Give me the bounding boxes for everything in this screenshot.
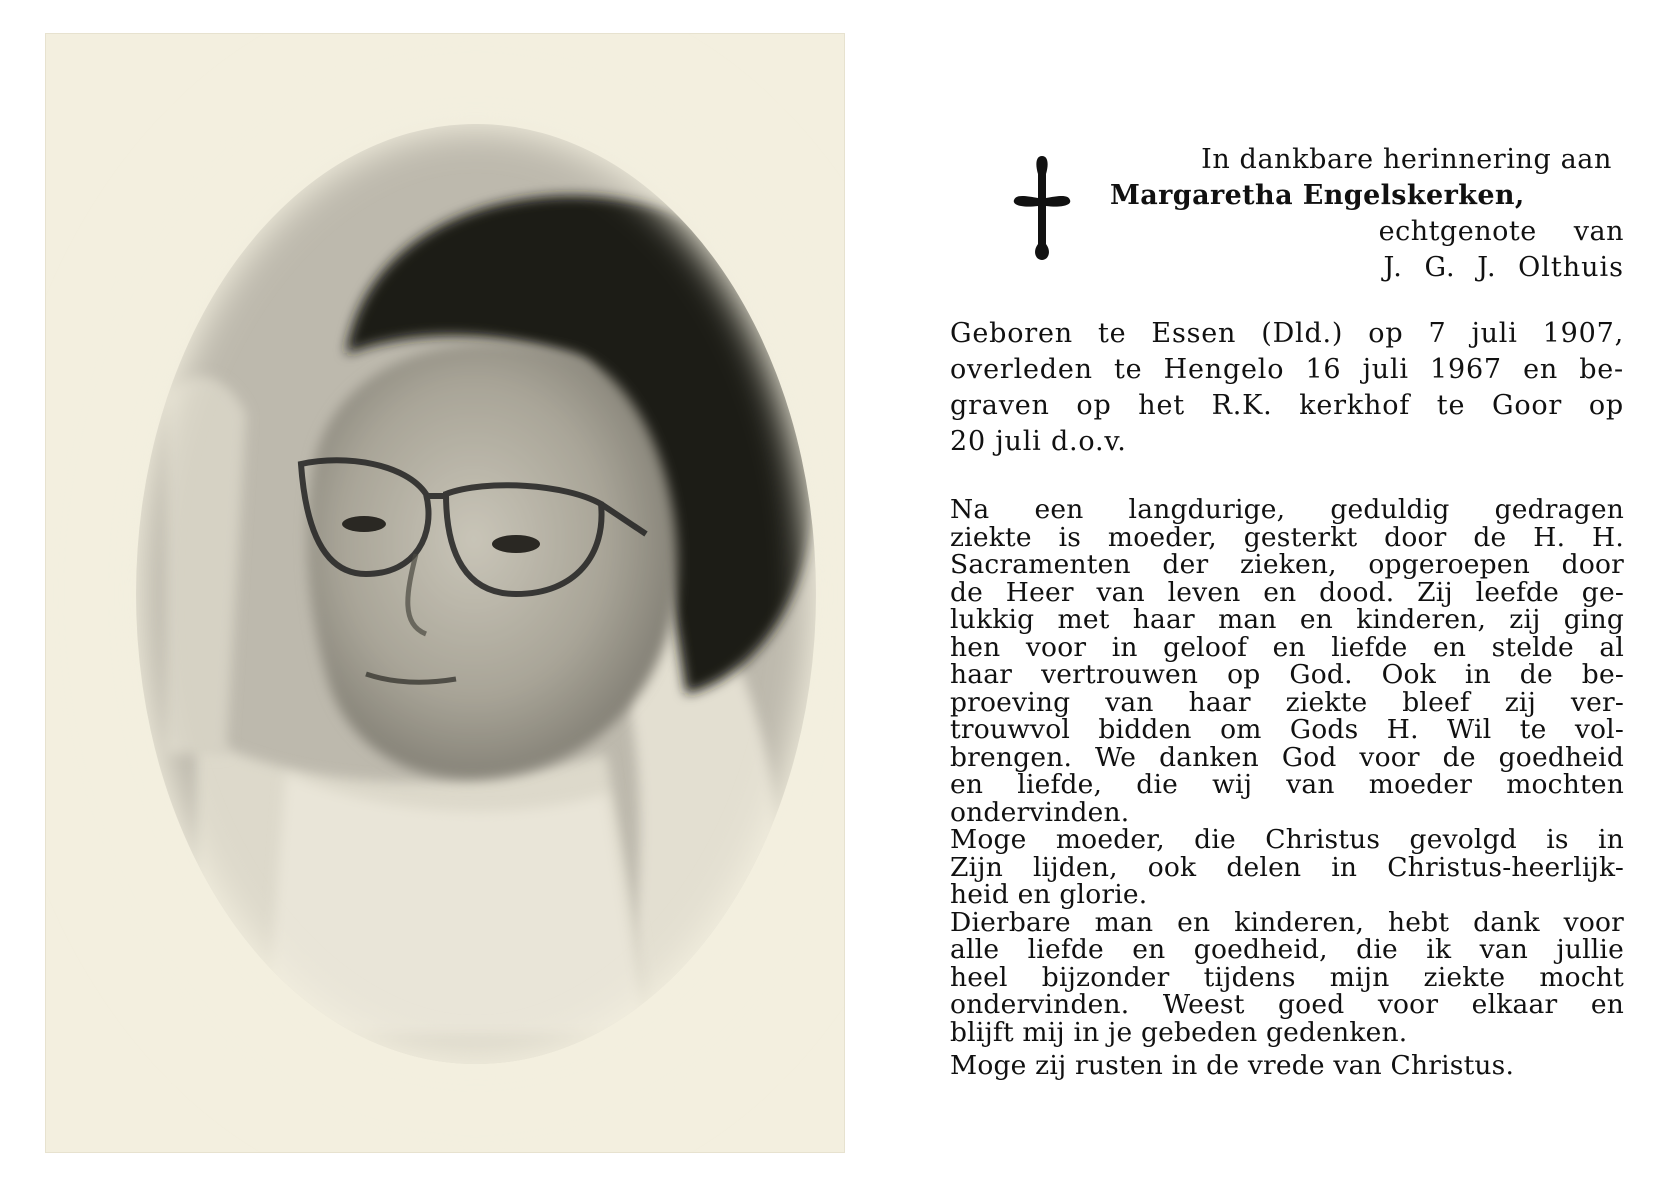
body-line: alle liefde en goedheid, die ik van jullie (950, 934, 1624, 965)
husband-name: J. G. J. Olthuis (1383, 252, 1624, 283)
memorial-body (950, 496, 1624, 1080)
body-line: ziekte is moeder, gesterkt door de H. H. (950, 521, 1624, 553)
body-line: de Heer van leven en dood. Zij leefde ge- (950, 576, 1624, 608)
heading-intro: In dankbare herinnering aan (1201, 144, 1612, 175)
body-line: proeving van haar ziekte bleef zij ver- (950, 686, 1624, 718)
cross-icon (1012, 152, 1072, 262)
body-line: Moge moeder, die Christus gevolgd is in (950, 824, 1624, 855)
heading-spouse-of: echtgenote van (1378, 216, 1624, 247)
portrait-card (46, 34, 844, 1152)
memorial-heading (1110, 142, 1624, 286)
body-line: Zijn lijden, ook delen in Christus-heerlijk- (950, 851, 1624, 883)
body-line: en liefde, die wij van moeder mochten (950, 769, 1624, 800)
dates-line: 20 juli d.o.v. (950, 426, 1127, 457)
body-line: Dierbare man en kinderen, hebt dank voor (950, 906, 1624, 938)
body-line: trouwvol bidden om Gods H. Wil te vol- (950, 714, 1624, 745)
memorial-text-card (920, 34, 1638, 1152)
deceased-name: Margaretha Engelskerken, (1110, 180, 1525, 211)
body-line: blijft mij in je gebeden gedenken. (950, 1016, 1408, 1048)
dates-line: graven op het R.K. kerkhof te Goor op (950, 390, 1624, 421)
body-line: Na een langdurige, geduldig gedragen (950, 494, 1624, 525)
body-line: heid en glorie. (950, 879, 1148, 910)
body-line: haar vertrouwen op God. Ook in de be- (950, 659, 1624, 690)
life-dates (950, 316, 1624, 460)
body-line: ondervinden. (950, 796, 1130, 828)
body-line: Sacramenten der zieken, opgeroepen door (950, 549, 1624, 580)
body-line: lukkig met haar man en kinderen, zij ging (950, 604, 1624, 635)
portrait-photo (46, 34, 844, 1152)
dates-line: Geboren te Essen (Dld.) op 7 juli 1907, (950, 318, 1624, 349)
body-line: brengen. We danken God voor de goedheid (950, 741, 1624, 773)
closing-prayer: Moge zij rusten in de vrede van Christus. (950, 1050, 1515, 1081)
body-line: ondervinden. Weest goed voor elkaar en (950, 989, 1624, 1020)
body-line: hen voor in geloof en liefde en stelde al (950, 631, 1624, 663)
body-line: heel bijzonder tijdens mijn ziekte mocht (950, 961, 1624, 993)
dates-line: overleden te Hengelo 16 juli 1967 en be- (950, 354, 1624, 385)
